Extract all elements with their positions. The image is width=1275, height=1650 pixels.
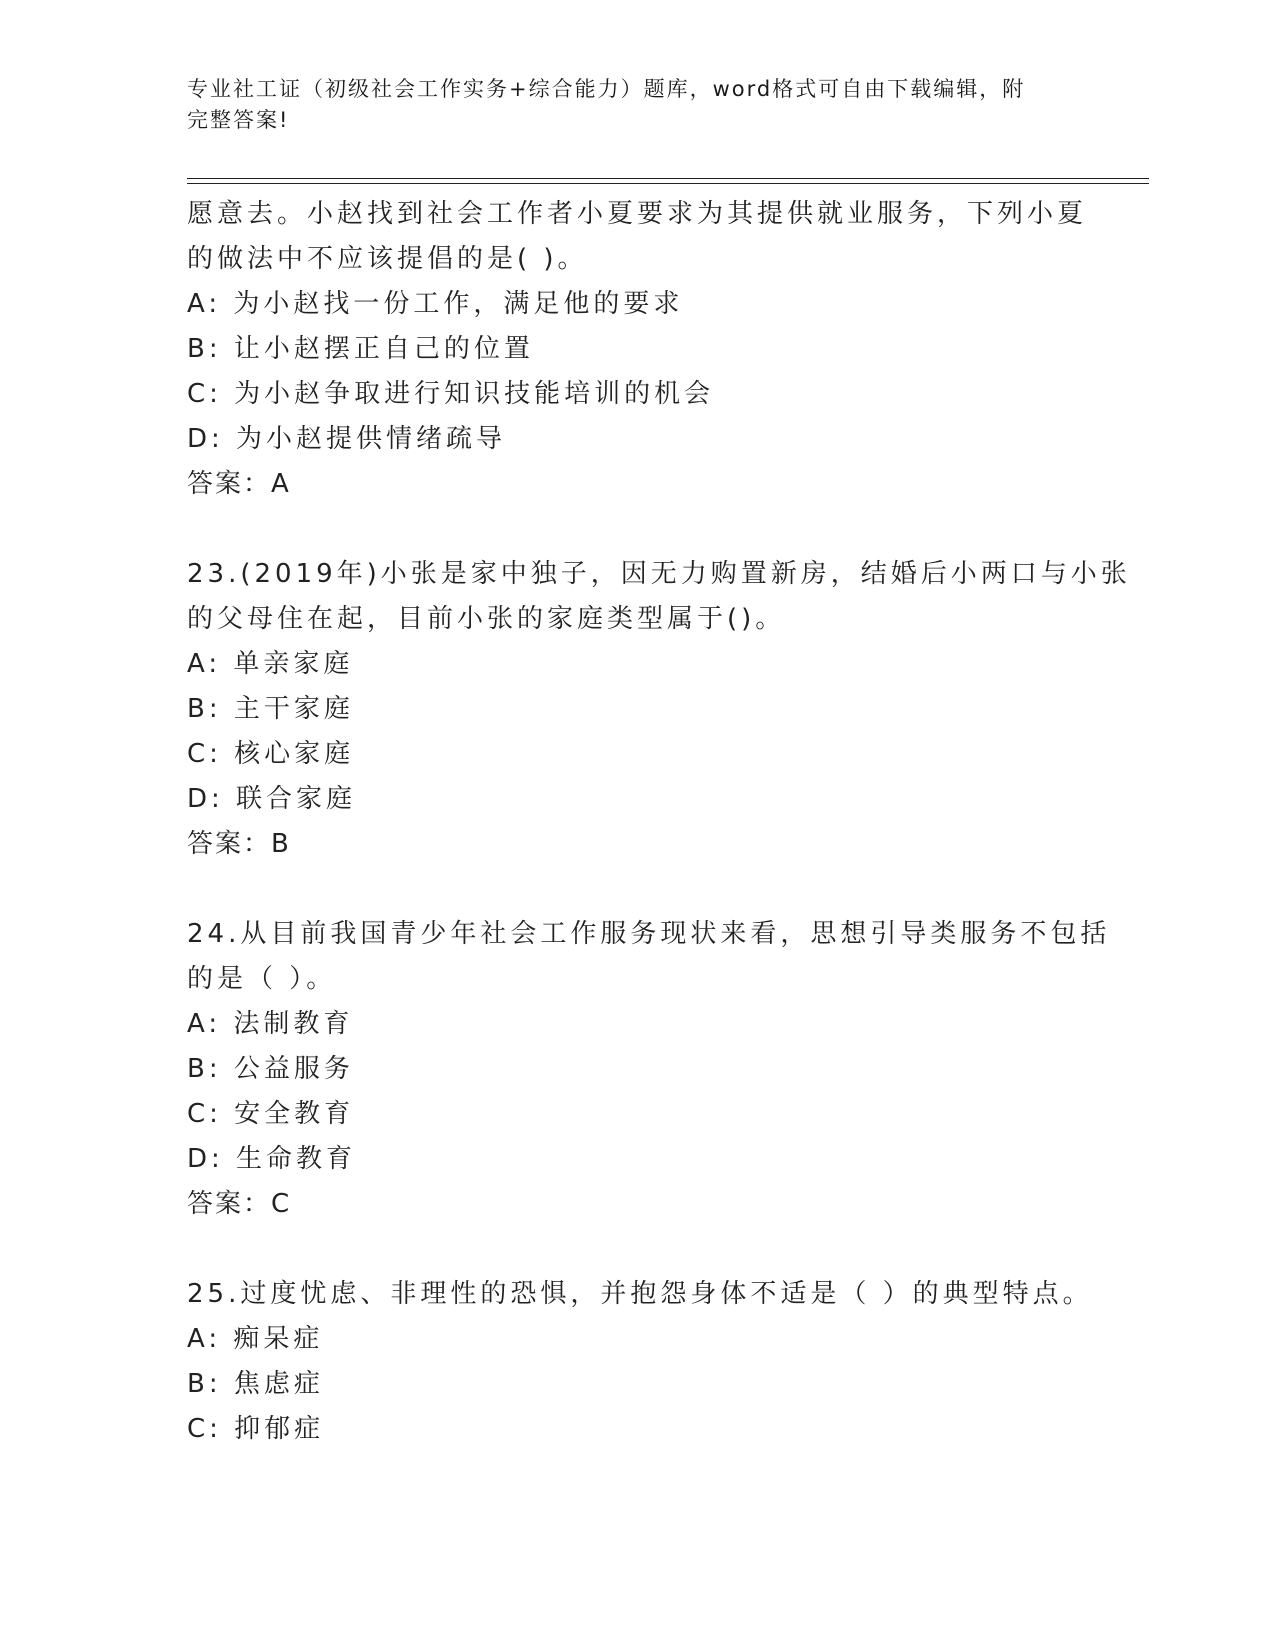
answer-label: 答案：C — [187, 1189, 292, 1219]
question-23 — [187, 552, 1131, 867]
header-divider-bottom — [187, 183, 1149, 184]
question-24 — [187, 912, 1127, 1227]
question-stem-line: 的父母住在起，目前小张的家庭类型属于()。 — [187, 604, 786, 634]
option-d: D: 生命教育 — [187, 1144, 357, 1174]
option-b: B: 公益服务 — [187, 1054, 354, 1084]
option-b: B: 主干家庭 — [187, 694, 354, 724]
question-25 — [187, 1272, 1127, 1452]
spacer — [187, 507, 1127, 552]
question-stem-line: 23.(2019年)小张是家中独子，因无力购置新房，结婚后小两口与小张 — [187, 559, 1131, 589]
question-stem-line: 24.从目前我国青少年社会工作服务现状来看，思想引导类服务不包括 — [187, 919, 1111, 949]
question-stem-line: 25.过度忧虑、非理性的恐惧，并抱怨身体不适是（ ）的典型特点。 — [187, 1279, 1093, 1309]
option-c: C: 安全教育 — [187, 1099, 355, 1129]
option-a: A: 痴呆症 — [187, 1324, 324, 1354]
header-line-2: 完整答案! — [187, 108, 290, 132]
option-c: C: 抑郁症 — [187, 1414, 325, 1444]
header-divider-top — [187, 178, 1149, 179]
option-a: A: 单亲家庭 — [187, 649, 354, 679]
option-b: B: 让小赵摆正自己的位置 — [187, 334, 534, 364]
spacer — [187, 867, 1127, 912]
option-c: C: 为小赵争取进行知识技能培训的机会 — [187, 379, 715, 409]
option-a: A: 为小赵找一份工作，满足他的要求 — [187, 289, 684, 319]
question-stem-line: 的是（ ）。 — [187, 964, 337, 994]
question-stem-line: 的做法中不应该提倡的是( )。 — [187, 244, 588, 274]
option-b: B: 焦虑症 — [187, 1369, 324, 1399]
question-stem-line: 愿意去。小赵找到社会工作者小夏要求为其提供就业服务，下列小夏 — [187, 199, 1088, 229]
option-d: D: 为小赵提供情绪疏导 — [187, 424, 507, 454]
option-c: C: 核心家庭 — [187, 739, 355, 769]
answer-label: 答案：B — [187, 829, 291, 859]
spacer — [187, 1227, 1127, 1272]
option-d: D: 联合家庭 — [187, 784, 357, 814]
header-line-1: 专业社工证（初级社会工作实务+综合能力）题库，word格式可自由下载编辑，附 — [187, 77, 1026, 101]
answer-label: 答案：A — [187, 469, 291, 499]
option-a: A: 法制教育 — [187, 1009, 354, 1039]
question-list — [187, 192, 1131, 1452]
question-22 — [187, 192, 1127, 507]
document-header — [187, 74, 1087, 136]
